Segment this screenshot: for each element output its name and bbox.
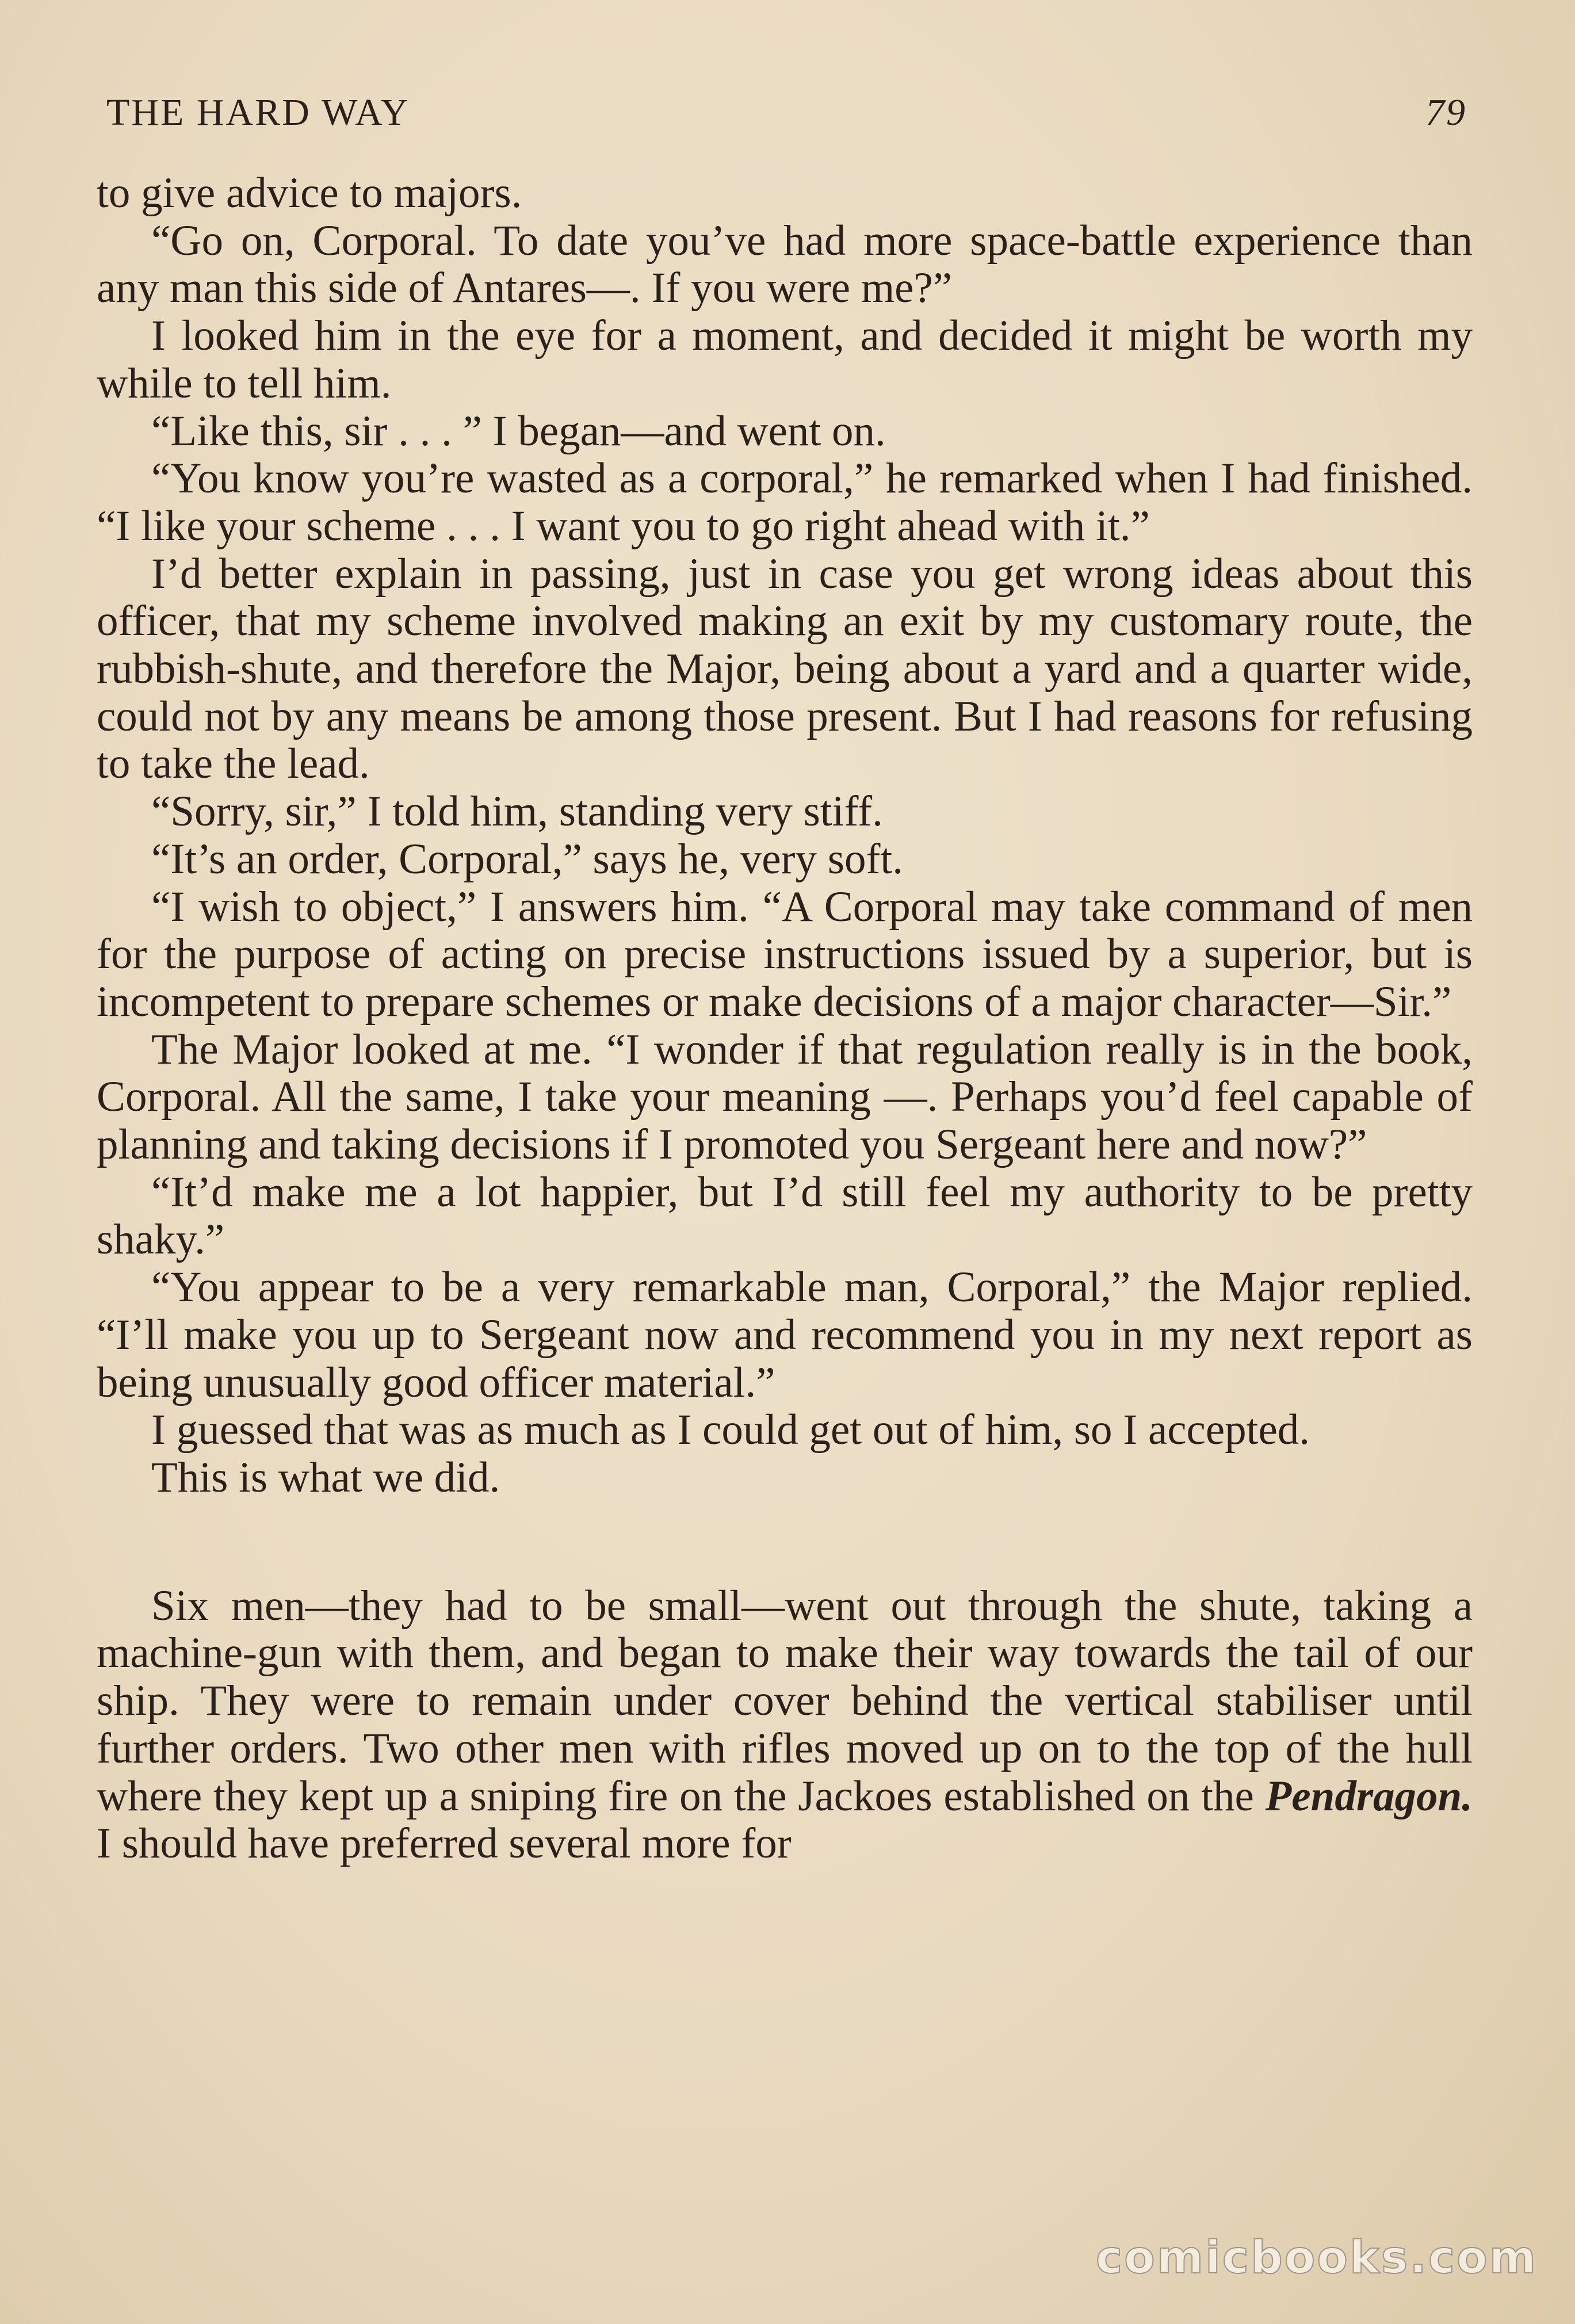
paragraph: “You know you’re wasted as a corporal,” he remarked when I had finished. “I like your scheme . . . I want you to go right ahead with it.” (97, 454, 1473, 550)
ship-name: Pendragon. (1265, 1772, 1473, 1820)
running-title: THE HARD WAY (106, 91, 410, 133)
body-text (97, 170, 1473, 1868)
paragraph: I looked him in the eye for a moment, and decided it might be worth my while to tell him. (97, 312, 1473, 407)
paragraph: “Like this, sir . . . ” I began—and went on. (151, 407, 886, 455)
paragraph: “It’s an order, Corporal,” says he, very soft. (151, 835, 904, 883)
final-text-before: Six men—they had to be small—went out through the shute, taking a machine-gun with them, and began to make their way towards the tail of our ship. They were to remain under cover behind the vertical stabiliser until further orders. Two other men with rifles moved up on to the top of the hull where they kept up a sniping fire on the Jackoes established on the (97, 1581, 1473, 1820)
paragraph: This is what we did. (151, 1453, 500, 1501)
final-text-after: I should have preferred several more for (97, 1820, 792, 1868)
paragraph: “It’d make me a lot happier, but I’d still feel my authority to be pretty shaky.” (97, 1168, 1473, 1264)
watermark: comicbooks.com (1095, 2232, 1538, 2284)
paragraph: “Sorry, sir,” I told him, standing very stiff. (151, 788, 883, 836)
paragraph: I guessed that was as much as I could get out of him, so I accepted. (151, 1406, 1310, 1454)
paragraph: “You appear to be a very remarkable man, Corporal,” the Major replied. “I’ll make you up to Sergeant now and recommend you in my next report as being unusually good officer material.” (97, 1263, 1473, 1406)
paragraph: to give advice to majors. (97, 169, 522, 217)
paragraph: “Go on, Corporal. To date you’ve had more space-battle experience than any man this side of Antares—. If you were me?” (97, 216, 1473, 312)
paragraph-final (97, 1583, 1473, 1868)
paragraph: I’d better explain in passing, just in case you get wrong ideas about this officer, that my scheme involved making an exit by my customary route, the rubbish-shute, and therefore the Major, being about a yard and a quarter wide, could not by any means be among those present. But I had reasons for refusing to take the lead. (97, 549, 1473, 788)
page-number: 79 (1425, 91, 1467, 133)
running-head (106, 91, 1467, 143)
paragraph: The Major looked at me. “I wonder if that regulation really is in the book, Corporal. All the same, I take your meaning —. Perhaps you’d feel capable of planning and taking decisions if I promoted you Sergeant here and now?” (97, 1025, 1473, 1169)
paragraph: “I wish to object,” I answers him. “A Corporal may take command of men for the purpose of acting on precise instructions issued by a superior, but is incompetent to prepare schemes or make decisions of a major character—Sir.” (97, 882, 1473, 1026)
